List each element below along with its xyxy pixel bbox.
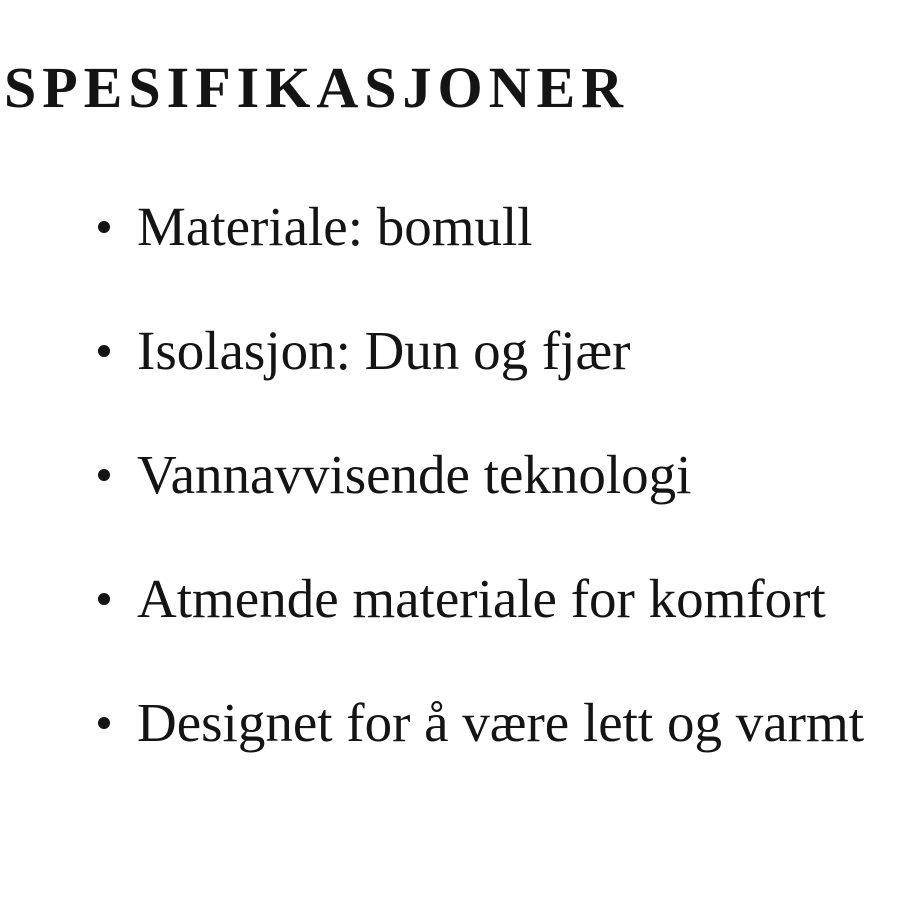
bullet-icon xyxy=(98,221,110,233)
specification-item xyxy=(94,558,894,640)
bullet-icon xyxy=(98,593,110,605)
bullet-icon xyxy=(98,717,110,729)
specification-list xyxy=(94,186,894,764)
specification-item xyxy=(94,310,894,392)
specification-text: Vannavvisende teknologi xyxy=(137,444,692,505)
specification-text: Materiale: bomull xyxy=(137,196,533,257)
specification-text: Atmende materiale for komfort xyxy=(137,568,826,629)
specification-item xyxy=(94,434,894,516)
bullet-icon xyxy=(98,469,110,481)
specification-item xyxy=(94,682,894,764)
bullet-icon xyxy=(98,345,110,357)
specification-text: Isolasjon: Dun og fjær xyxy=(137,320,631,381)
section-heading: SPESIFIKASJONER xyxy=(4,55,630,120)
specification-item xyxy=(94,186,894,268)
specification-text: Designet for å være lett og varmt xyxy=(137,692,865,753)
